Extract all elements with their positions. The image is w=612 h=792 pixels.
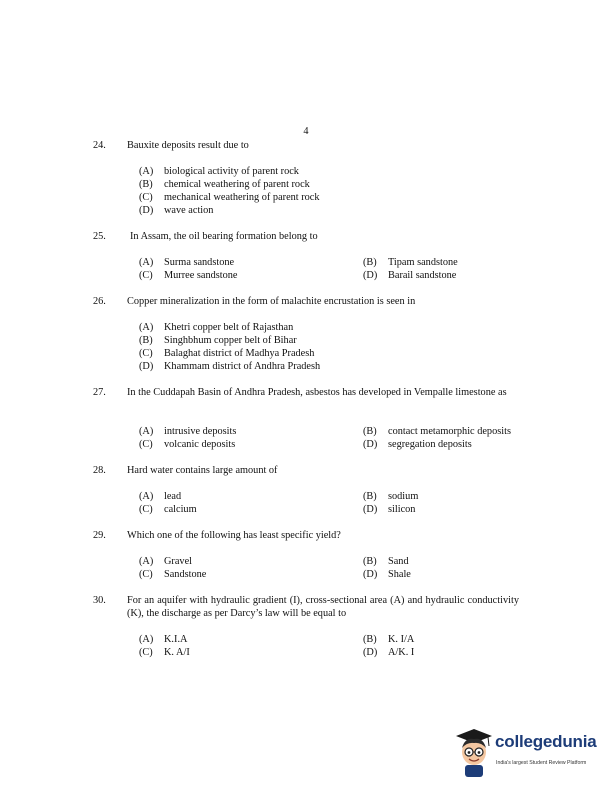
option-b: (B) chemical weathering of parent rock [139,179,310,190]
question-text: Hard water contains large amount of [127,465,278,476]
question-text: In the Cuddapah Basin of Andhra Pradesh, asbestos has developed in Vempalle limestone as [127,387,507,398]
options-grid [139,256,458,282]
option-d: (D) Barail sandstone [363,270,457,281]
option-b: (B) Singhbhum copper belt of Bihar [139,335,297,346]
logo-tagline: India's largest Student Review Platform [496,760,587,766]
option-b: (B) K. I/A [363,634,415,645]
option-b: (B) Tipam sandstone [363,257,458,268]
question-number: 28. [93,465,106,476]
option-d: (D) Khammam district of Andhra Pradesh [139,361,321,372]
option-a: (A) Khetri copper belt of Rajasthan [139,322,294,333]
option-b: (B) Sand [363,556,409,567]
option-c: (C) K. A/I [139,647,190,658]
option-b: (B) contact metamorphic deposits [363,426,511,437]
logo-wordmark: collegedunia [495,732,597,751]
question-number: 25. [93,231,106,242]
option-d: (D) Shale [363,569,411,580]
option-a: (A) K.I.A [139,634,188,645]
option-c: (C) volcanic deposits [139,439,236,450]
option-d: (D) segregation deposits [363,439,472,450]
question-text: Which one of the following has least specific yield? [127,530,341,541]
option-a: (A) intrusive deposits [139,426,237,437]
option-a: (A) lead [139,491,182,502]
options-grid [139,633,415,659]
question-number: 29. [93,530,106,541]
question-number: 30. [93,595,106,606]
option-a: (A) Gravel [139,556,193,567]
page-number: 4 [303,126,309,137]
options-grid [139,555,411,581]
question-number: 24. [93,140,106,151]
question-text: In Assam, the oil bearing formation belong to [130,231,318,242]
option-c: (C) Murree sandstone [139,270,238,281]
option-c: (C) mechanical weathering of parent rock [139,192,320,203]
option-d: (D) wave action [139,205,214,216]
option-a: (A) Surma sandstone [139,257,235,268]
question-text: Copper mineralization in the form of malachite encrustation is seen in [127,296,416,307]
options-list [139,165,320,217]
question-number: 26. [93,296,106,307]
question-number: 27. [93,387,106,398]
options-grid [139,425,511,451]
mascot-icon [452,726,496,778]
options-grid [139,490,419,516]
option-b: (B) sodium [363,491,419,502]
option-d: (D) silicon [363,504,416,515]
option-d: (D) A/K. I [363,647,415,658]
options-list [139,321,320,373]
option-a: (A) biological activity of parent rock [139,166,299,177]
question-text: For an aquifer with hydraulic gradient (I), cross-sectional area (A) and hydraulic conductivity (K), the discharge as per Darcy’s law will be equal to [127,595,519,619]
option-c: (C) calcium [139,504,197,515]
collegedunia-logo [452,726,602,778]
option-c: (C) Sandstone [139,569,207,580]
question-text: Bauxite deposits result due to [127,140,249,151]
option-c: (C) Balaghat district of Madhya Pradesh [139,348,315,359]
